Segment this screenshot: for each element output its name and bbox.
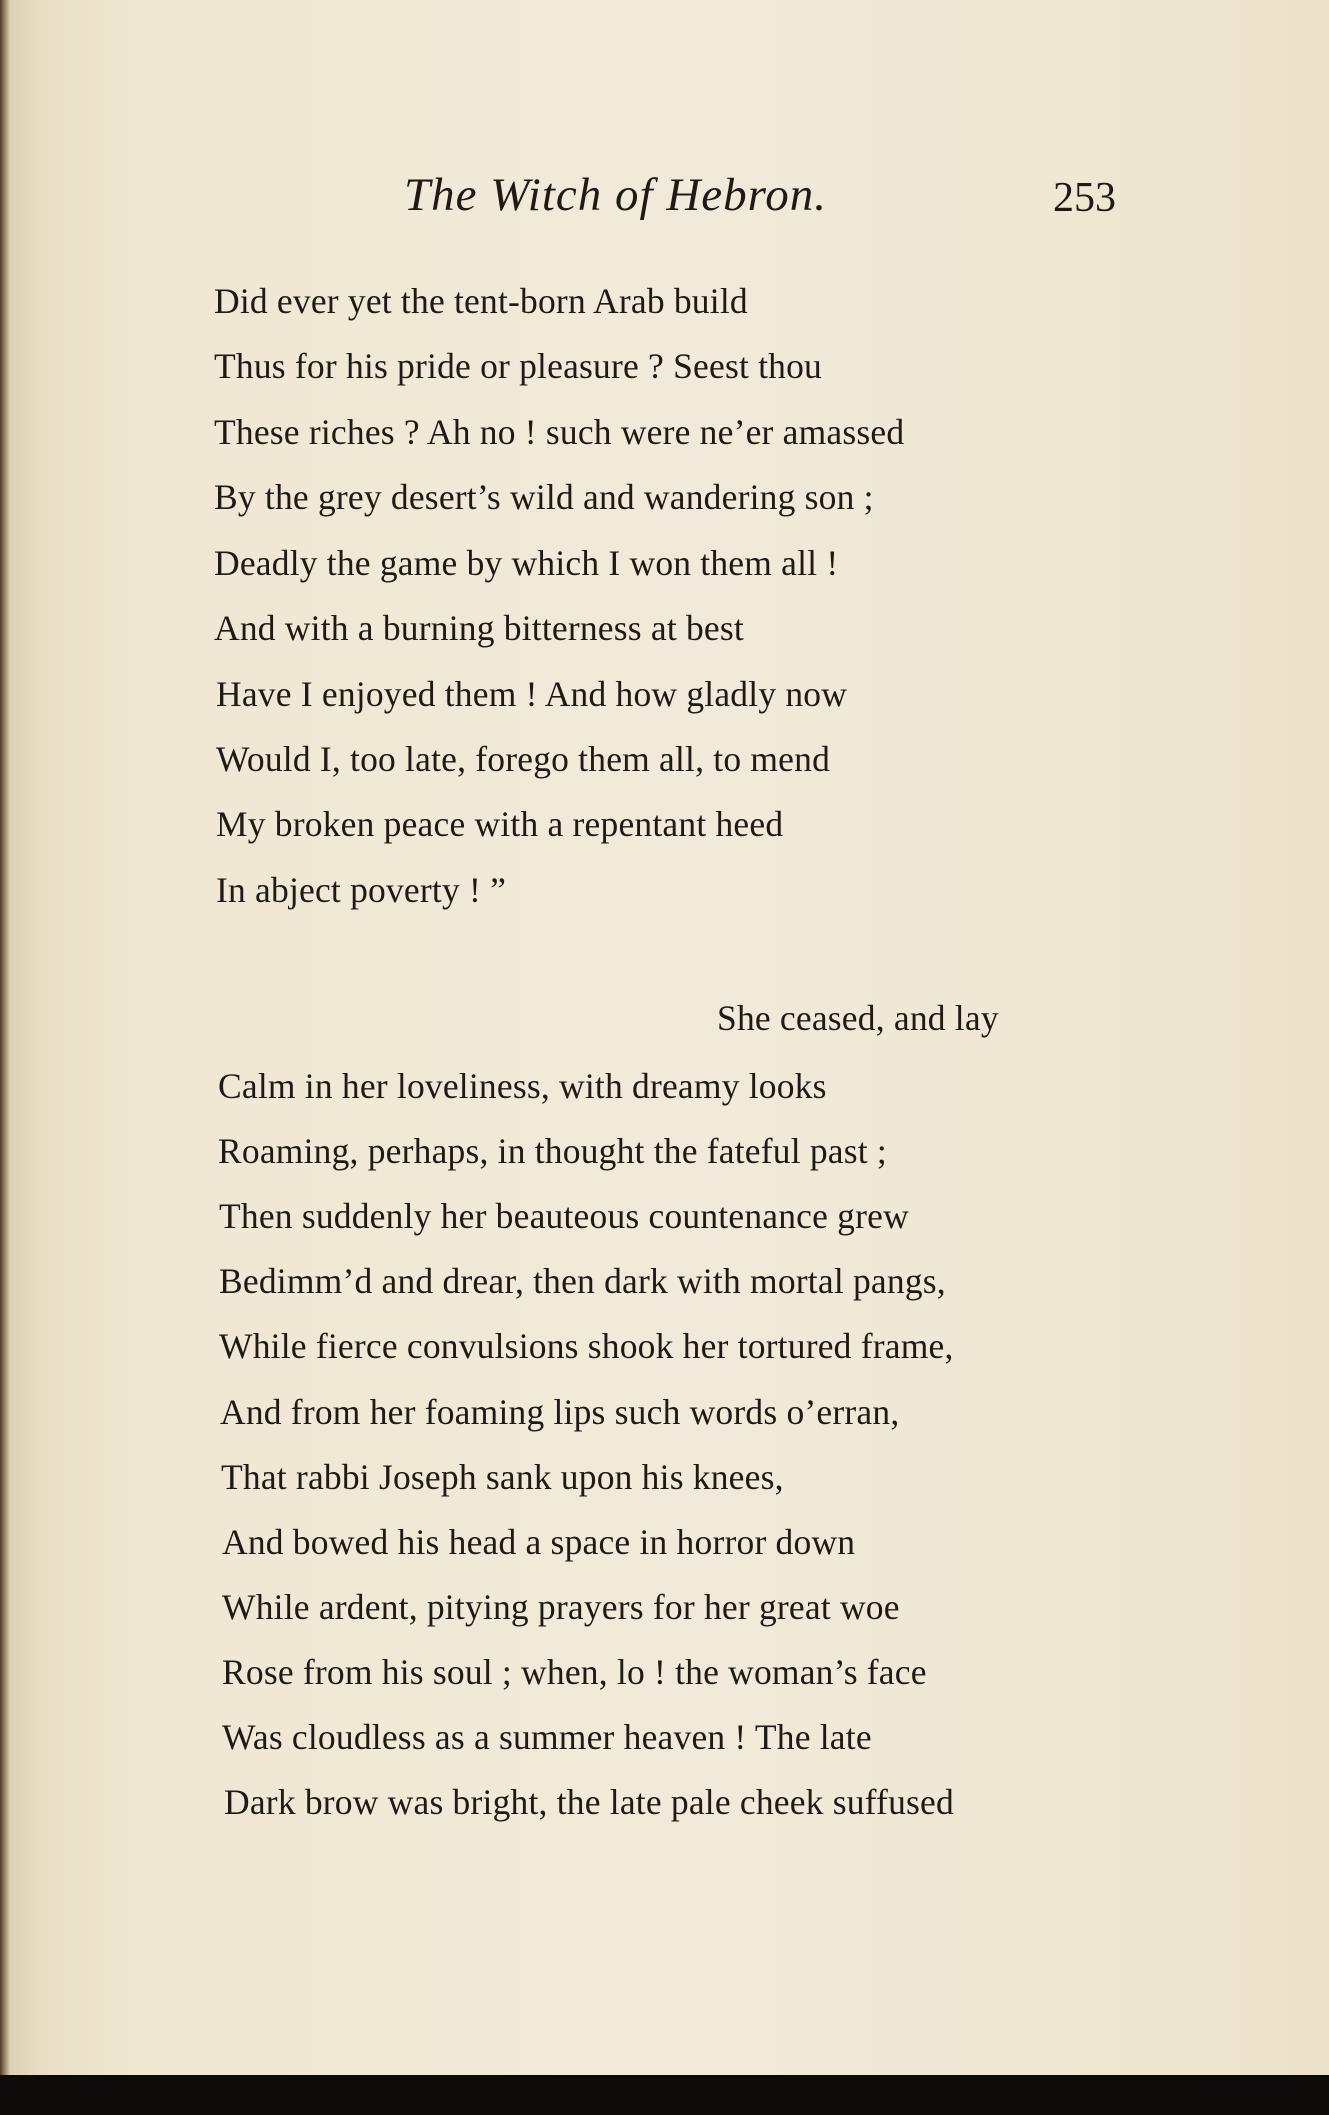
page-number: 253 [1053, 175, 1116, 221]
verse-line: Roaming, perhaps, in thought the fateful past ; [218, 1131, 887, 1171]
scan-bottom-edge [0, 2075, 1329, 2115]
verse-line: While ardent, pitying prayers for her great woe [222, 1587, 900, 1627]
verse-line: Thus for his pride or pleasure ? Seest thou [214, 346, 823, 386]
verse-line: While fierce convulsions shook her tortured frame, [219, 1326, 954, 1366]
verse-line: My broken peace with a repentant heed [216, 804, 784, 844]
verse-line: In abject poverty ! ” [216, 870, 507, 910]
running-head [0, 168, 1329, 228]
verse-line: And from her foaming lips such words o’erran, [220, 1392, 900, 1432]
verse-line: Calm in her loveliness, with dreamy looks [218, 1066, 827, 1106]
verse-line: Did ever yet the tent-born Arab build [214, 281, 748, 321]
verse-line: By the grey desert’s wild and wandering son ; [214, 477, 874, 517]
verse-line: And bowed his head a space in horror down [222, 1522, 856, 1562]
verse-line: Was cloudless as a summer heaven ! The late [222, 1717, 872, 1757]
verse-line: And with a burning bitterness at best [214, 608, 744, 648]
verse-line: Dark brow was bright, the late pale cheek suffused [224, 1782, 954, 1822]
verse-line: That rabbi Joseph sank upon his knees, [221, 1457, 784, 1497]
verse-line: She ceased, and lay [717, 998, 999, 1038]
verse-line: These riches ? Ah no ! such were ne’er amassed [214, 412, 905, 452]
verse-line: Bedimm’d and drear, then dark with mortal pangs, [219, 1261, 946, 1301]
verse-line: Have I enjoyed them ! And how gladly now [216, 674, 848, 714]
verse-line: Would I, too late, forego them all, to mend [216, 739, 831, 779]
verse-line: Then suddenly her beauteous countenance grew [219, 1196, 909, 1236]
verse-line: Deadly the game by which I won them all ! [214, 543, 839, 583]
page-binding-edge [0, 0, 10, 2075]
verse-line: Rose from his soul ; when, lo ! the woman’s face [222, 1652, 927, 1692]
running-title: The Witch of Hebron. [404, 169, 827, 221]
